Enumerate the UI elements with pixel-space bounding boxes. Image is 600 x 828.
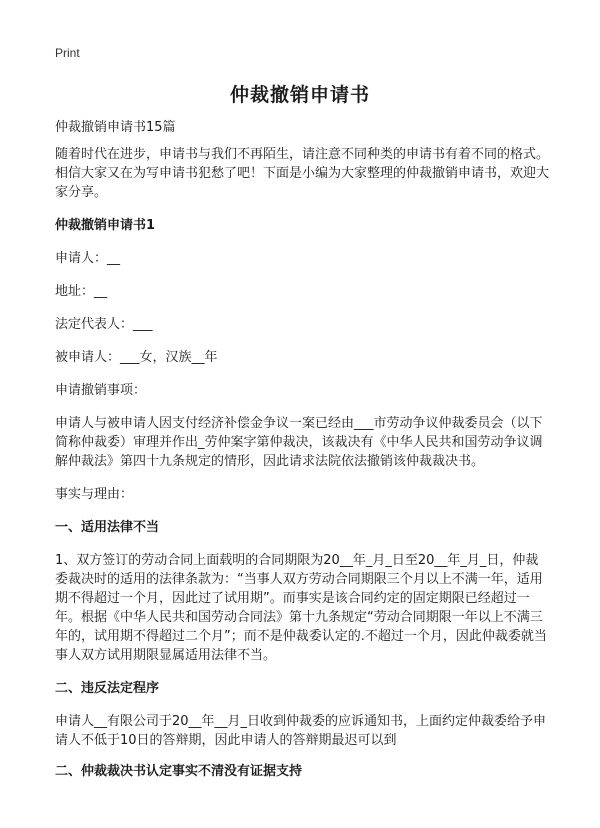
applicant-field: 申请人：__ xyxy=(55,251,121,266)
document-subtitle: 仲裁撤销申请书15篇 xyxy=(55,120,176,135)
print-label: Print xyxy=(55,46,80,60)
respondent-field: 被申请人：___女，汉族__年 xyxy=(55,350,218,365)
intro-paragraph: 随着时代在进步，申请书与我们不再陌生，请注意不同种类的申请书有着不同的格式。相信大家又在为写申请书犯愁了吧！下面是小编为大家整理的仲裁撤销申请书，欢迎大家分享。 xyxy=(55,147,550,200)
matters-paragraph: 申请人与被申请人因支付经济补偿金争议一案已经由___市劳动争议仲裁委员会（以下简称仲裁委）审理并作出_劳仲案字第仲裁决，该裁决有《中华人民共和国劳动争议调解仲裁法》第四十九条规定的情形，因此请求法院依法撤销该仲裁裁决书。 xyxy=(55,416,543,469)
document-title: 仲裁撤销申请书 xyxy=(229,84,370,106)
heading-procedure: 二、违反法定程序 xyxy=(55,681,160,696)
matters-label: 申请撤销事项： xyxy=(55,383,147,398)
facts-label: 事实与理由： xyxy=(55,487,134,502)
heading-facts-unclear: 二、仲裁裁决书认定事实不清没有证据支持 xyxy=(55,764,303,779)
address-field: 地址：__ xyxy=(55,284,108,299)
legal-rep-field: 法定代表人：___ xyxy=(55,317,153,332)
document-body xyxy=(55,118,551,795)
heading-applicable-law: 一、适用法律不当 xyxy=(55,520,160,535)
paragraph-procedure: 申请人__有限公司于20__年__月_日收到仲裁委的应诉通知书，上面约定仲裁委给予申请人不低于10日的答辩期，因此申请人的答辩期最迟可以到 xyxy=(55,714,547,748)
paragraph-applicable-law: 1、双方签订的劳动合同上面载明的合同期限为20__年_月_日至20__年_月_日，仲裁委裁决时的适用的法律条款为：“当事人双方劳动合同期限三个月以上不满一年，适用期不得超过一个月，因此过了试用期”。而事实是该合同约定的固定期限已经超过一年。根据《中华人民共和国劳动合同法》第十九条规定“劳动合同期限一年以上不满三年的，试用期不得超过二个月”；而不是仲裁委认定的.不超过一个月，因此仲裁委就当事人双方试用期限显属适用法律不当。 xyxy=(55,553,547,663)
section-heading-1: 仲裁撤销申请书1 xyxy=(55,218,156,233)
